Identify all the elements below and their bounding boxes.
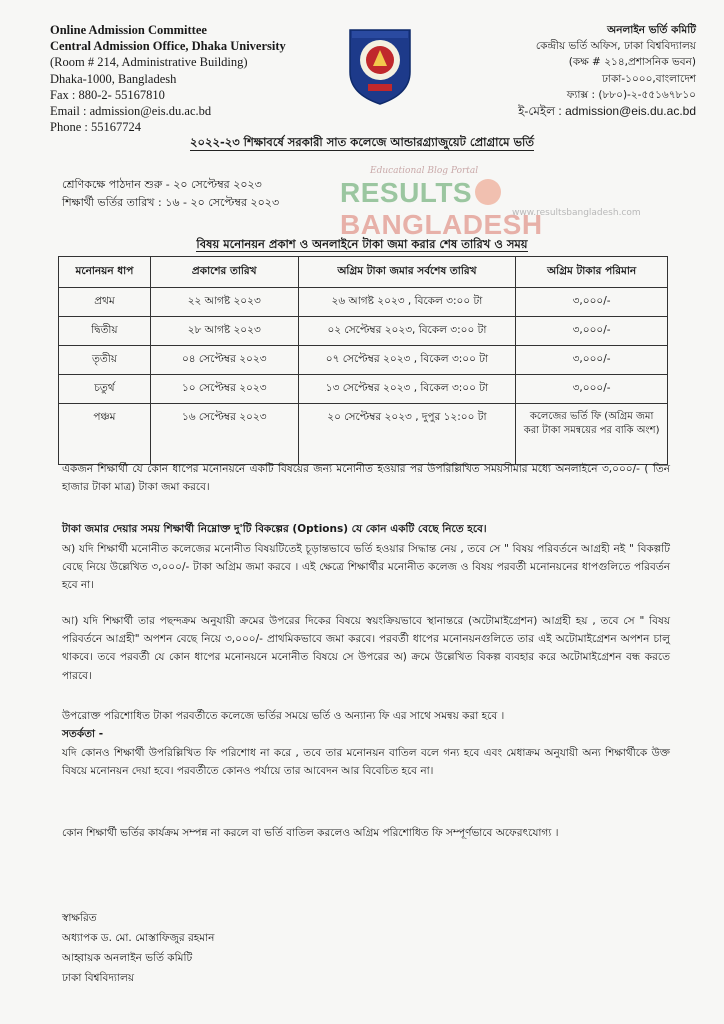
header-left [50,22,340,135]
col-header-deadline: অগ্রিম টাকা জমার সর্বশেষ তারিখ [298,257,516,288]
office-name-bn: কেন্দ্রীয় ভর্তি অফিস, ঢাকা বিশ্ববিদ্যালয় [535,40,696,53]
cell-phase: পঞ্চম [59,404,151,465]
cell-deadline: ২০ সেপ্টেম্বর ২০২৩ , দুপুর ১২:০০ টা [298,404,516,465]
cell-deadline: ২৬ আগষ্ট ২০২৩ , বিকেল ৩:০০ টা [298,288,516,317]
watermark-brand: RESULTSBANGLADESH [340,177,543,240]
table-header-row [59,257,668,288]
cell-deadline: ১৩ সেপ্টেম্বর ২০২৩ , বিকেল ৩:০০ টা [298,375,516,404]
option-a: অ) যদি শিক্ষার্থী মনোনীত কলেজের মনোনীত বিষয়টিতেই চূড়ান্তভাবে ভর্তি হওয়ার সিদ্ধান্ত নেয় , তবে সে " বিষয় পরিবর্তনে আগ্রহী নই " বিকল্পটি বেছে নিয়ে উল্লেখিত ৩,০০০/- টাকা অগ্রিম জমা করবে । এই ক্ষেত্রে শিক্ষার্থীর মনোনীত কলেজ ও বিষয় পরবর্তী মনোনয়নের ধাপগুলিতে পরিবর্তন হবে না। [62,543,670,592]
table-row [59,346,668,375]
caution-label: সতর্কতা - [62,728,104,740]
cell-phase: তৃতীয় [59,346,151,375]
email-line: Email : admission@eis.du.ac.bd [50,104,212,119]
city-line-bn: ঢাকা-১০০০,বাংলাদেশ [601,72,696,85]
cell-phase: দ্বিতীয় [59,317,151,346]
col-header-publish-date: প্রকাশের তারিখ [150,257,298,288]
cell-amount: ৩,০০০/- [516,346,668,375]
cell-amount: ৩,০০০/- [516,375,668,404]
committee-name: Online Admission Committee [50,23,207,37]
col-header-amount: অগ্রিম টাকার পরিমান [516,257,668,288]
email-line-bn: ই-মেইল : admission@eis.du.ac.bd [518,104,696,119]
signed-label: স্বাক্ষরিত [62,912,97,924]
city-line: Dhaka-1000, Bangladesh [50,71,177,86]
header-right [396,22,696,119]
option-b: আ) যদি শিক্ষার্থী তার পছন্দক্রম অনুযায়ী ক্রমের উপরের দিকের বিষয়ে স্বয়ংক্রিয়ভাবে স্থানান্তরে (অটোমাইগ্রেশন) আগ্রহী হয় , তবে সে " বিষয় পরিবর্তনে আগ্রহী" অপশন বেছে নিয়ে ৩,০০০/- প্রাথমিকভাবে জমা করবে। পরবর্তী ধাপের মনোনয়নগুলিতে তার এই অটোমাইগ্রেশন অপশন চালু থাকবে। তবে পরবর্তী যে কোন ধাপের মনোনয়নে মনোনীত বিষয়ে সে উপরের অ) ক্রমে উল্লেখিত বিকল্প ব্যবহার করে অটোমাইগ্রেশন বন্ধ করতে পারবে। [62,615,670,682]
cell-publish-date: ২৮ আগষ্ট ২০২৩ [150,317,298,346]
adjustment-note: উপরোক্ত পরিশোধিত টাকা পরবর্তীতে কলেজে ভর্তির সময়ে ভর্তি ও অন্যান্য ফি এর সাথে সমন্বয় করা হবে । [62,710,505,722]
options-heading: টাকা জমার দেয়ার সময় শিক্ষার্থী নিম্নোক্ত দু'টি বিকল্পের (Options) যে কোন একটি বেছে নিতে হবে। [62,523,487,535]
committee-name-bn: অনলাইন ভর্তি কমিটি [607,24,696,36]
table-row [59,404,668,465]
col-header-phase: মনোনয়ন ধাপ [59,257,151,288]
admission-date: শিক্ষার্থী ভর্তির তারিখ : ১৬ - ২০ সেপ্টেম্বর ২০২৩ [62,196,280,209]
fax-line-bn: ফ্যাক্স : (৮৮০)-২-৫৫১৬৭৮১০ [566,88,696,101]
cell-deadline: ০৭ সেপ্টেম্বর ২০২৩ , বিকেল ৩:০০ টা [298,346,516,375]
schedule-table [58,256,668,465]
cell-publish-date: ১০ সেপ্টেম্বর ২০২৩ [150,375,298,404]
signatory-name: অধ্যাপক ড. মো. মোস্তাফিজুর রহমান [62,932,215,944]
payment-instruction: একজন শিক্ষার্থী যে কোন ধাপের মনোনয়নে একটি বিষয়ের জন্য মনোনীত হওয়ার পর উপরিল্লিখিত সময়সীমার মধ্যে অনলাইনে ৩,০০০/- ( তিন হাজার টাকা মাত্র) টাকা জমা করবে। [62,463,670,494]
room-line: (Room # 214, Administrative Building) [50,55,248,70]
table-caption: বিষয় মনোনয়ন প্রকাশ ও অনলাইনে টাকা জমা করার শেষ তারিখ ও সময় [196,237,528,251]
office-name: Central Admission Office, Dhaka University [50,39,286,54]
cell-publish-date: ১৬ সেপ্টেম্বর ২০২৩ [150,404,298,465]
watermark-url: www.resultsbangladesh.com [512,208,641,218]
cell-amount: ৩,০০০/- [516,288,668,317]
caution-text: যদি কোনও শিক্ষার্থী উপরিল্লিখিত ফি পরিশোধ না করে , তবে তার মনোনয়ন বাতিল বলে গন্য হবে এবং মেধাক্রম অনুযায়ী অন্য শিক্ষার্থীকে উক্ত বিষয়ে মনোনয়ন দেয়া হবে। পরবর্তীতে কোনও পর্যায়ে তার আবেদন আর বিবেচিত হবে না। [62,747,670,778]
class-start-date: শ্রেণিকক্ষে পাঠদান শুরু - ২০ সেপ্টেম্বর ২০২৩ [62,178,262,191]
watermark [340,166,680,240]
watermark-tagline: Educational Blog Portal [370,166,479,176]
signatory-designation: আহ্বায়ক অনলাইন ভর্তি কমিটি [62,952,193,964]
cell-phase: চতুর্থ [59,375,151,404]
signatory-institution: ঢাকা বিশ্ববিদ্যালয় [62,972,135,984]
notice-title: ২০২২-২৩ শিক্ষাবর্ষে সরকারী সাত কলেজে আন্ডারগ্র্যাজুয়েট প্রোগ্রামে ভর্তি [190,135,534,149]
signature-block [62,908,214,988]
sun-icon [475,179,501,205]
table-row [59,317,668,346]
key-dates [62,176,279,212]
cell-publish-date: ০৪ সেপ্টেম্বর ২০২৩ [150,346,298,375]
table-row [59,375,668,404]
cell-deadline: ০২ সেপ্টেম্বর ২০২৩, বিকেল ৩:০০ টা [298,317,516,346]
cell-publish-date: ২২ আগষ্ট ২০২৩ [150,288,298,317]
phone-line: Phone : 55167724 [50,120,141,135]
table-row [59,288,668,317]
fax-line: Fax : 880-2- 55167810 [50,87,165,102]
cell-phase: প্রথম [59,288,151,317]
room-line-bn: (কক্ষ # ২১৪,প্রশাসনিক ভবন) [568,56,696,69]
refund-note: কোন শিক্ষার্থী ভর্তির কার্যক্রম সম্পন্ন না করলে বা ভর্তি বাতিল করলেও অগ্রিম পরিশোধিত ফি সম্পূর্ণভাবে অফেরৎযোগ্য । [62,827,559,839]
cell-amount: কলেজের ভর্তি ফি (অগ্রিম জমা করা টাকা সমন্বয়ের পর বাকি অংশ) [516,404,668,465]
cell-amount: ৩,০০০/- [516,317,668,346]
